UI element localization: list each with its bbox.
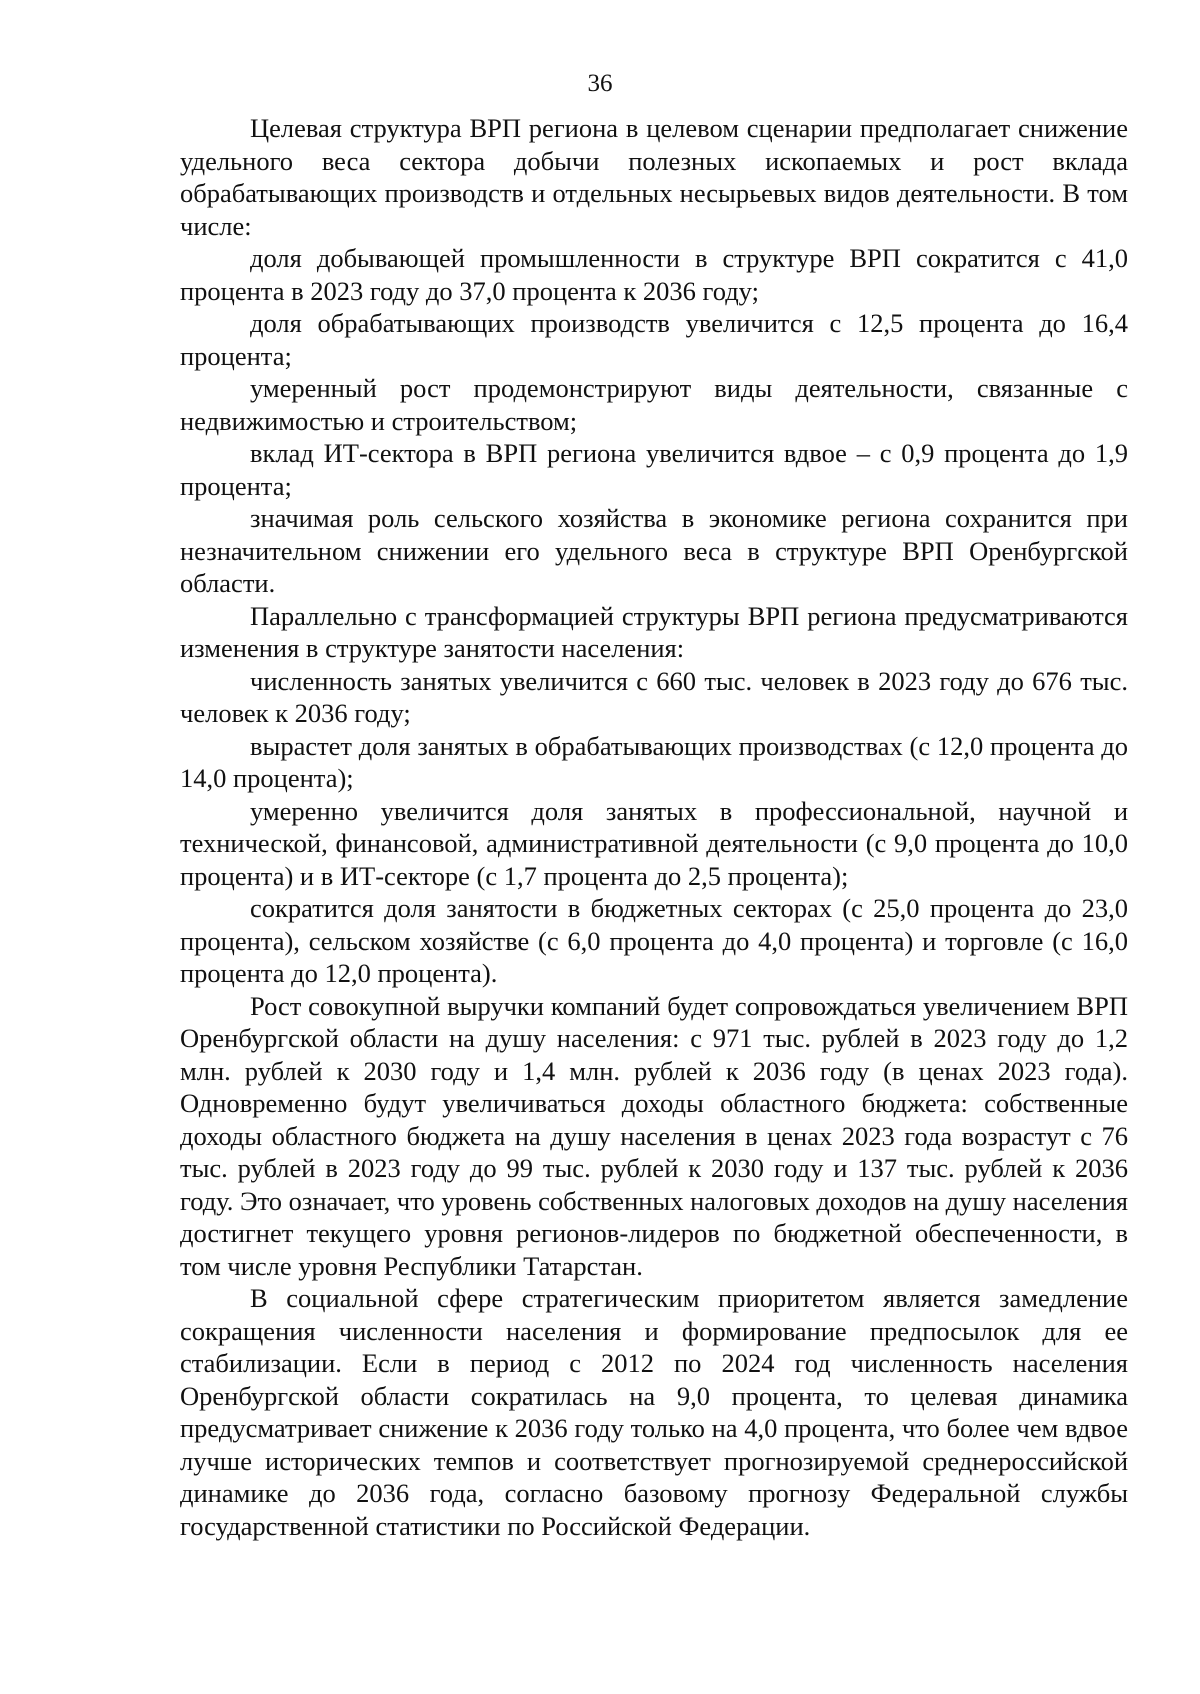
paragraph: доля обрабатывающих производств увеличится с 12,5 процента до 16,4 процента;	[180, 308, 1128, 371]
paragraph: Рост совокупной выручки компаний будет сопровождаться увеличением ВРП Оренбургской области на душу населения: с 971 тыс. рублей в 2023 году до 1,2 млн. рублей к 2030 году и 1,4 млн. рублей к 2036 году (в ценах 2023 года). Одновременно будут увеличиваться доходы областного бюджета: собственные доходы областного бюджета на душу населения в ценах 2023 года возрастут с 76 тыс. рублей в 2023 году до 99 тыс. рублей к 2030 году и 137 тыс. рублей к 2036 году. Это означает, что уровень собственных налоговых доходов на душу населения достигнет текущего уровня регионов-лидеров по бюджетной обеспеченности, в том числе уровня Республики Татарстан.	[180, 990, 1128, 1281]
document-body	[180, 112, 1128, 1542]
page-number: 36	[587, 70, 613, 97]
paragraph: умеренный рост продемонстрируют виды деятельности, связанные с недвижимостью и строительством;	[180, 373, 1128, 436]
paragraph: Целевая структура ВРП региона в целевом сценарии предполагает снижение удельного веса сектора добычи полезных ископаемых и рост вклада обрабатывающих производств и отдельных несырьевых видов деятельности. В том числе:	[180, 113, 1128, 241]
paragraph: В социальной сфере стратегическим приоритетом является замедление сокращения численности населения и формирование предпосылок для ее стабилизации. Если в период с 2012 по 2024 год численность населения Оренбургской области сократилась на 9,0 процента, то целевая динамика предусматривает снижение к 2036 году только на 4,0 процента, что более чем вдвое лучше исторических темпов и соответствует прогнозируемой среднероссийской динамике до 2036 года, согласно базовому прогнозу Федеральной службы государственной статистики по Российской Федерации.	[180, 1283, 1128, 1541]
paragraph: вырастет доля занятых в обрабатывающих производствах (с 12,0 процента до 14,0 процента);	[180, 730, 1128, 793]
paragraph: вклад ИТ-сектора в ВРП региона увеличится вдвое – с 0,9 процента до 1,9 процента;	[180, 438, 1128, 501]
paragraph: Параллельно с трансформацией структуры ВРП региона предусматриваются изменения в структуре занятости населения:	[180, 600, 1128, 663]
paragraph: доля добывающей промышленности в структуре ВРП сократится с 41,0 процента в 2023 году до 37,0 процента к 2036 году;	[180, 243, 1128, 306]
paragraph: численность занятых увеличится с 660 тыс. человек в 2023 году до 676 тыс. человек к 2036 году;	[180, 665, 1128, 728]
paragraph: сократится доля занятости в бюджетных секторах (с 25,0 процента до 23,0 процента), сельском хозяйстве (с 6,0 процента до 4,0 процента) и торговле (с 16,0 процента до 12,0 процента).	[180, 893, 1128, 988]
paragraph: умеренно увеличится доля занятых в профессиональной, научной и технической, финансовой, административной деятельности (с 9,0 процента до 10,0 процента) и в ИТ-секторе (с 1,7 процента до 2,5 процента);	[180, 795, 1128, 891]
paragraph: значимая роль сельского хозяйства в экономике региона сохранится при незначительном снижении его удельного веса в структуре ВРП Оренбургской области.	[180, 503, 1128, 598]
